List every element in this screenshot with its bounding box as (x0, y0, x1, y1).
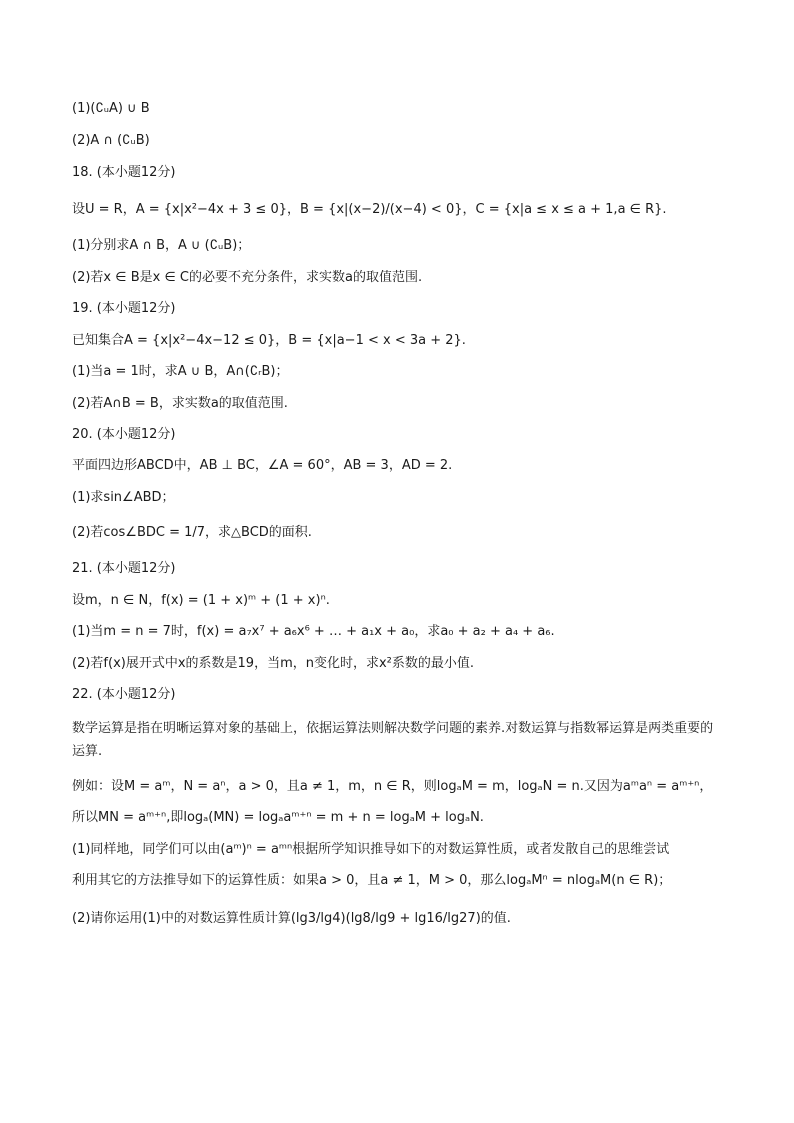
q17-part1: (1)(∁ᵤA) ∪ B (72, 101, 150, 116)
q19-heading: 19. (本小题12分) (72, 301, 176, 316)
q19-part2: (2)若A∩B = B，求实数a的取值范围. (72, 396, 288, 411)
q20-stem: 平面四边形ABCD中，AB ⊥ BC，∠A = 60°，AB = 3，AD = 2. (72, 458, 453, 473)
q20-part1: (1)求sin∠ABD； (72, 490, 175, 505)
q17-part2: (2)A ∩ (∁ᵤB) (72, 133, 150, 148)
q21-stem: 设m，n ∈ N，f(x) = (1 + x)ᵐ + (1 + x)ⁿ. (72, 593, 330, 608)
q19-part1: (1)当a = 1时，求A ∪ B，A∩(∁ᵣB)； (72, 364, 289, 379)
q22-part1-line1: (1)同样地，同学们可以由(aᵐ)ⁿ = aᵐⁿ根据所学知识推导如下的对数运算性质，或者发散自己的思维尝试 (72, 842, 670, 857)
q21-heading: 21. (本小题12分) (72, 561, 176, 576)
q18-part2: (2)若x ∈ B是x ∈ C的必要不充分条件，求实数a的取值范围. (72, 270, 423, 285)
q21-part2: (2)若f(x)展开式中x的系数是19，当m，n变化时，求x²系数的最小值. (72, 656, 475, 671)
q22-part1-line2: 利用其它的方法推导如下的运算性质：如果a > 0，且a ≠ 1，M > 0，那么logₐMⁿ = nlogₐM(n ∈ R)； (72, 873, 672, 888)
q21-part1: (1)当m = n = 7时，f(x) = a₇x⁷ + a₆x⁶ + … + a₁x + a₀，求a₀ + a₂ + a₄ + a₆. (72, 624, 555, 639)
q20-heading: 20. (本小题12分) (72, 427, 176, 442)
q18-part1: (1)分别求A ∩ B，A ∪ (∁ᵤB)； (72, 238, 251, 253)
q22-intro: 数学运算是指在明晰运算对象的基础上，依据运算法则解决数学问题的素养.对数运算与指数幂运算是两类重要的运算. (72, 721, 714, 759)
q22-part2: (2)请你运用(1)中的对数运算性质计算(lg3/lg4)(lg8/lg9 + lg16/lg27)的值. (72, 911, 511, 926)
q20-part2: (2)若cos∠BDC = 1/7，求△BCD的面积. (72, 525, 312, 540)
q19-stem: 已知集合A = {x|x²−4x−12 ≤ 0}，B = {x|a−1 < x < 3a + 2}. (72, 333, 466, 348)
q22-example-line2: 所以MN = aᵐ⁺ⁿ,即logₐ(MN) = logₐaᵐ⁺ⁿ = m + n = logₐM + logₐN. (72, 810, 484, 825)
q22-example-line1: 例如：设M = aᵐ，N = aⁿ，a > 0，且a ≠ 1，m，n ∈ R，则logₐM = m，logₐN = n.又因为aᵐaⁿ = aᵐ⁺ⁿ， (72, 779, 713, 794)
q22-heading: 22. (本小题12分) (72, 687, 176, 702)
q18-heading: 18. (本小题12分) (72, 165, 176, 180)
q18-stem: 设U = R，A = {x|x²−4x + 3 ≤ 0}，B = {x|(x−2)/(x−4) < 0}，C = {x|a ≤ x ≤ a + 1,a ∈ R}. (72, 202, 667, 217)
